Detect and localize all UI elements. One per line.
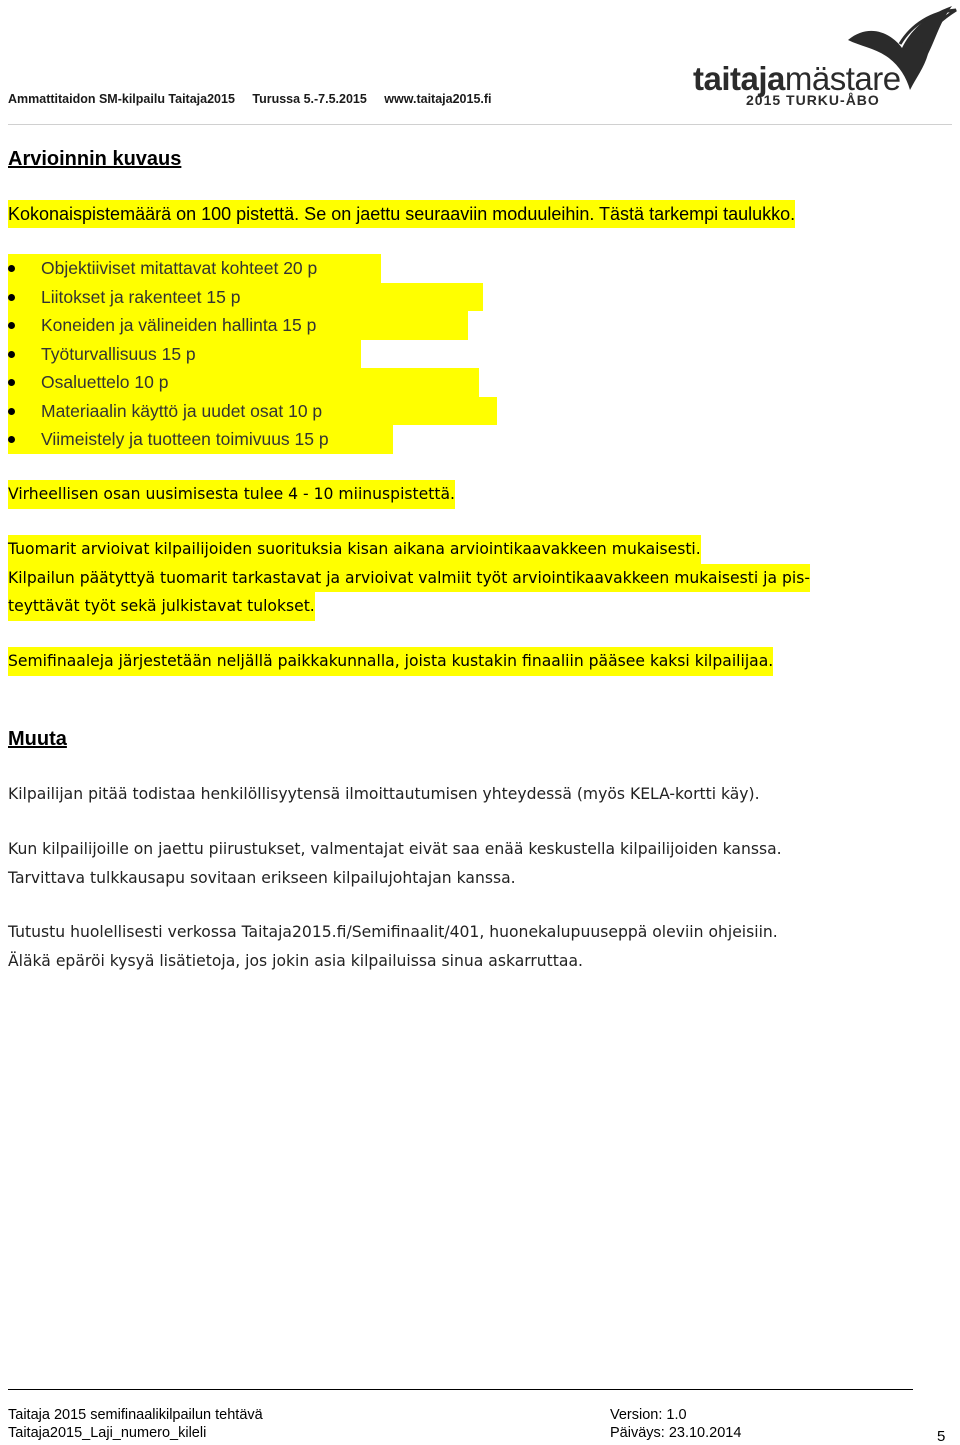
bullet-icon [8,436,15,443]
intro-paragraph [8,200,952,228]
semifinals-text: Semifinaaleja järjestetään neljällä paikkakunnalla, joista kustakin finaaliin pääsee kaksi kilpailijaa. [8,647,773,676]
semifinals-paragraph [8,647,952,676]
instructions-text-1: Tutustu huolellisesti verkossa Taitaja2015.fi/Semifinaalit/401, huonekalupuuseppä oleviin ohjeisiin. [8,923,778,941]
bullet-icon [8,379,15,386]
list-item: Objektiiviset mitattavat kohteet 20 p [8,254,497,283]
bullet-icon [8,265,15,272]
section-heading-arvioinnin-kuvaus: Arvioinnin kuvaus [8,148,182,170]
judging-text-2a: Kilpailun päätyttyä tuomarit tarkastavat ja arvioivat valmiit työt arviointikaavakkeen mukaisesti ja pis- [8,564,810,593]
list-item: Osaluettelo 10 p [8,368,497,397]
judging-paragraph [8,535,952,621]
bullet-icon [8,322,15,329]
header-location-dates: Turussa 5.-7.5.2015 [252,92,367,106]
list-item: Työturvallisuus 15 p [8,340,497,369]
instructions-paragraph [8,918,952,975]
header-event-name: Ammattitaidon SM-kilpailu Taitaja2015 [8,92,235,106]
instructions-text-2: Äläkä epäröi kysyä lisätietoja, jos jokin asia kilpailuissa sinua askarruttaa. [8,951,583,970]
list-item: Koneiden ja välineiden hallinta 15 p [8,311,497,340]
penalty-text: Virheellisen osan uusimisesta tulee 4 - 10 miinuspistettä. [8,480,455,509]
footer-task-title: Taitaja 2015 semifinaalikilpailun tehtävä [8,1407,263,1423]
judging-text-2b: teyttävät työt sekä julkistavat tulokset. [8,592,315,621]
header-divider [8,124,952,125]
drawings-text-1: Kun kilpailijoille on jaettu piirustukset, valmentajat eivät saa enää keskustella kilpailijoiden kanssa. [8,840,782,858]
intro-text: Kokonaispistemäärä on 100 pistettä. Se on jaettu seuraaviin moduuleihin. Tästä tarkempi taulukko. [8,200,795,228]
logo-subtitle: 2015 TURKU-ÅBO [746,92,880,108]
bullet-icon [8,351,15,358]
drawings-text-2: Tarvittava tulkkausapu sovitaan erikseen kilpailujohtajan kanssa. [8,868,516,887]
drawings-paragraph [8,835,952,892]
footer-date: Päiväys: 23.10.2014 [610,1425,742,1441]
list-item: Viimeistely ja tuotteen toimivuus 15 p [8,425,497,454]
footer-file-name: Taitaja2015_Laji_numero_kileli [8,1425,207,1441]
header-strip [8,92,506,106]
penalty-paragraph [8,480,952,509]
judging-text-1: Tuomarit arvioivat kilpailijoiden suorituksia kisan aikana arviointikaavakkeen mukaisesti. [8,535,701,564]
page-number: 5 [937,1428,946,1445]
module-list [8,254,497,454]
identity-paragraph: Kilpailijan pitää todistaa henkilöllisyytensä ilmoittautumisen yhteydessä (myös KELA-kortti käy). [8,785,760,803]
header-website-link[interactable]: www.taitaja2015.fi [384,92,492,106]
list-item: Materiaalin käyttö ja uudet osat 10 p [8,397,497,426]
section-heading-muuta: Muuta [8,728,67,750]
logo-wordmark: taitajamästare [693,60,901,97]
bullet-icon [8,294,15,301]
footer-divider [8,1389,913,1390]
footer-version: Version: 1.0 [610,1407,687,1423]
list-item: Liitokset ja rakenteet 15 p [8,283,497,312]
bullet-icon [8,408,15,415]
